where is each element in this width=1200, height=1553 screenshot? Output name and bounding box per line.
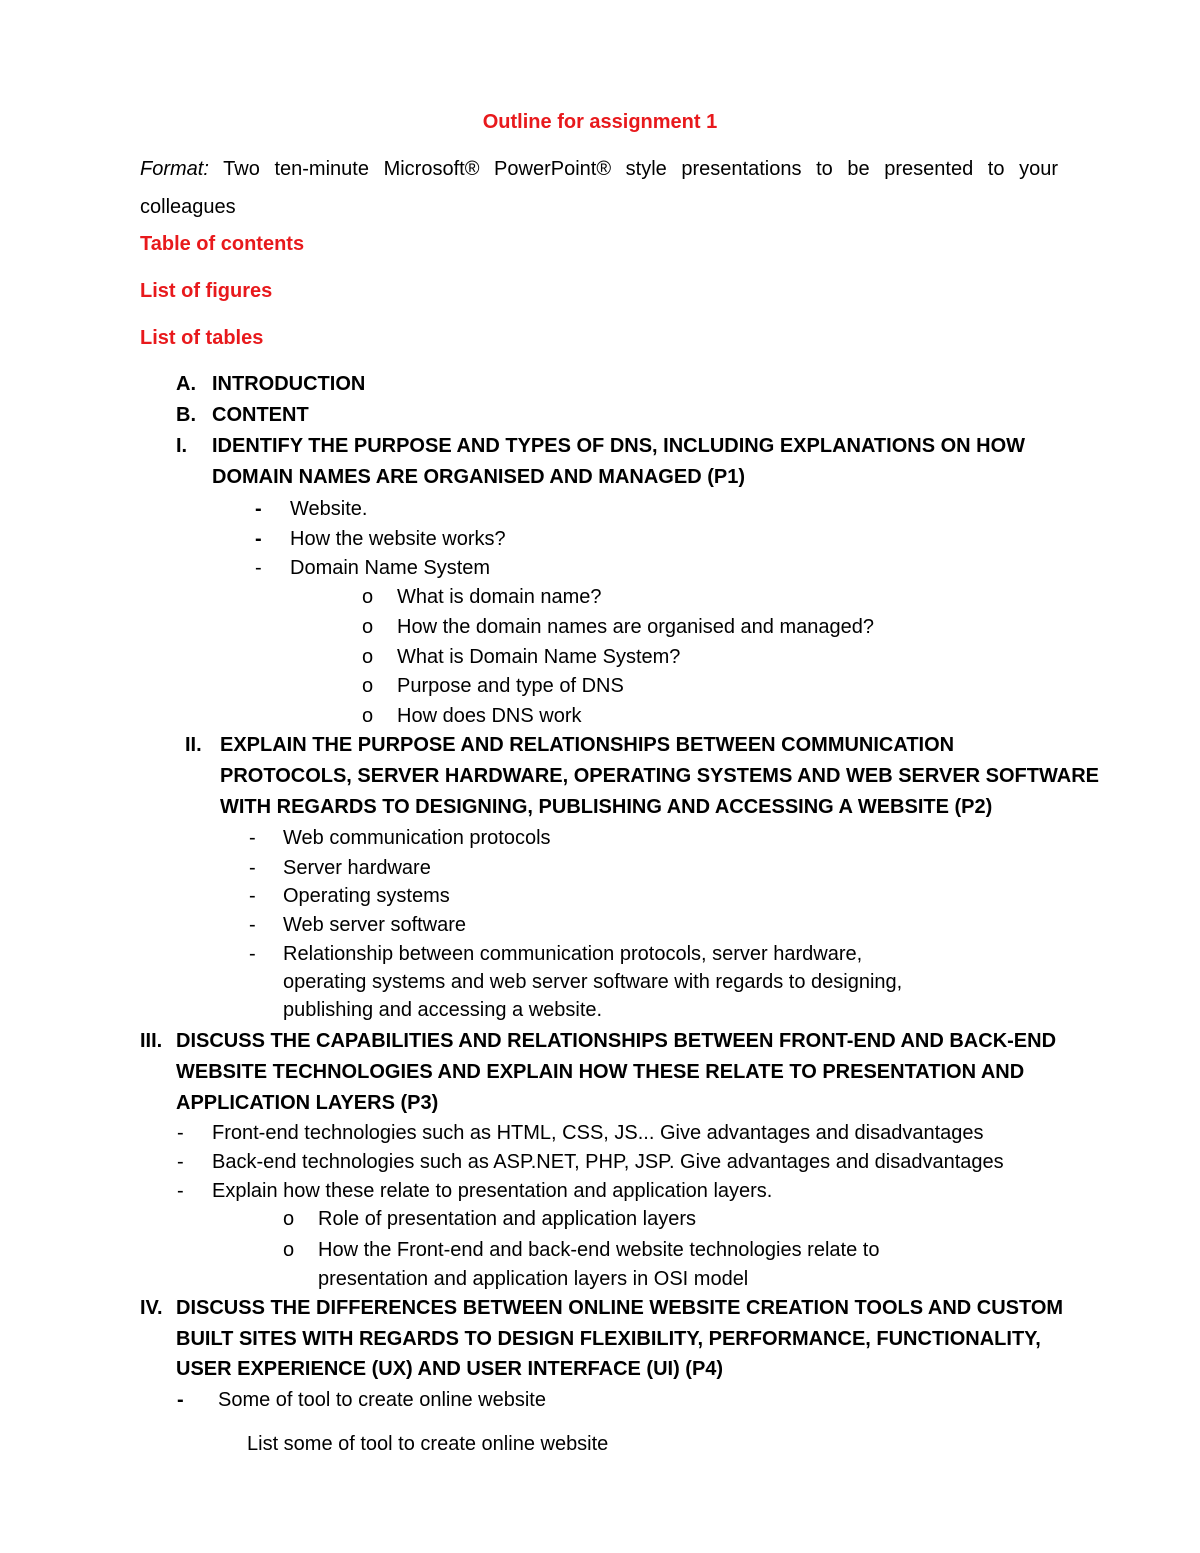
dash-bullet: - xyxy=(249,943,256,965)
dash-bullet: - xyxy=(255,557,262,579)
section-iv-heading-line1: DISCUSS THE DIFFERENCES BETWEEN ONLINE WEBSITE CREATION TOOLS AND CUSTOM xyxy=(176,1297,1064,1319)
list-of-figures-heading: List of figures xyxy=(140,280,273,302)
format-text: Two ten-minute Microsoft® PowerPoint® style presentations to be presented to your xyxy=(223,158,1059,180)
list-item: Domain Name System xyxy=(290,557,491,579)
dash-bullet: - xyxy=(249,857,256,879)
list-item: Operating systems xyxy=(283,885,450,907)
section-i-heading-line1: IDENTIFY THE PURPOSE AND TYPES OF DNS, INCLUDING EXPLANATIONS ON HOW xyxy=(212,435,1026,457)
sub-list-item: Role of presentation and application layers xyxy=(318,1208,697,1230)
sub-list-item: How the Front-end and back-end website technologies relate to xyxy=(318,1239,880,1261)
sub-list-item: How does DNS work xyxy=(397,705,582,727)
section-i-marker: I. xyxy=(176,435,188,457)
introduction-heading: INTRODUCTION xyxy=(212,373,366,395)
dash-bullet: - xyxy=(177,1151,184,1173)
list-item: Relationship between communication protocols, server hardware, xyxy=(283,943,863,965)
sub-list-item: How the domain names are organised and managed? xyxy=(397,616,874,638)
list-item-continuation: publishing and accessing a website. xyxy=(283,999,603,1021)
toc-heading: Table of contents xyxy=(140,233,305,255)
circle-bullet: o xyxy=(283,1208,295,1230)
circle-bullet: o xyxy=(362,646,374,668)
list-item: Web server software xyxy=(283,914,467,936)
section-iii-heading-line3: APPLICATION LAYERS (P3) xyxy=(176,1092,439,1114)
circle-bullet: o xyxy=(362,616,374,638)
list-item: Server hardware xyxy=(283,857,431,879)
dash-bullet: - xyxy=(177,1180,184,1202)
list-of-tables-heading: List of tables xyxy=(140,327,264,349)
section-ii-heading-line3: WITH REGARDS TO DESIGNING, PUBLISHING AND ACCESSING A WEBSITE (P2) xyxy=(220,796,993,818)
marker-b: B. xyxy=(176,404,196,426)
list-item: Web communication protocols xyxy=(283,827,551,849)
page-title: Outline for assignment 1 xyxy=(482,111,718,133)
dash-bullet: - xyxy=(177,1122,184,1144)
dash-bullet: - xyxy=(249,885,256,907)
dash-bullet: - xyxy=(249,827,256,849)
section-iii-heading-line1: DISCUSS THE CAPABILITIES AND RELATIONSHIPS BETWEEN FRONT-END AND BACK-END xyxy=(176,1030,1057,1052)
list-item: Some of tool to create online website xyxy=(218,1389,546,1411)
circle-bullet: o xyxy=(362,586,374,608)
circle-bullet: o xyxy=(283,1239,295,1261)
circle-bullet: o xyxy=(362,705,374,727)
sub-list-item: Purpose and type of DNS xyxy=(397,675,624,697)
sub-list-item: What is domain name? xyxy=(397,586,602,608)
sub-list-item-continuation: presentation and application layers in OSI model xyxy=(318,1268,749,1290)
list-item: Website. xyxy=(290,498,368,520)
format-line xyxy=(140,158,1058,181)
list-item: Explain how these relate to presentation and application layers. xyxy=(212,1180,773,1202)
dash-bullet: - xyxy=(249,914,256,936)
dash-bullet: - xyxy=(255,528,262,550)
dash-bullet: - xyxy=(177,1389,184,1411)
list-item: How the website works? xyxy=(290,528,506,550)
note-text: List some of tool to create online website xyxy=(247,1433,609,1455)
dash-bullet: - xyxy=(255,498,262,520)
format-label: Format: xyxy=(140,158,209,180)
section-iv-heading-line3: USER EXPERIENCE (UX) AND USER INTERFACE (UI) (P4) xyxy=(176,1358,724,1380)
section-ii-heading-line2: PROTOCOLS, SERVER HARDWARE, OPERATING SYSTEMS AND WEB SERVER SOFTWARE xyxy=(220,765,1099,787)
circle-bullet: o xyxy=(362,675,374,697)
list-item-continuation: operating systems and web server software with regards to designing, xyxy=(283,971,903,993)
section-ii-heading-line1: EXPLAIN THE PURPOSE AND RELATIONSHIPS BETWEEN COMMUNICATION xyxy=(220,734,955,756)
section-i-heading-line2: DOMAIN NAMES ARE ORGANISED AND MANAGED (P1) xyxy=(212,466,745,488)
format-continuation: colleagues xyxy=(140,196,236,218)
section-iv-marker: IV. xyxy=(140,1297,163,1319)
sub-list-item: What is Domain Name System? xyxy=(397,646,681,668)
marker-a: A. xyxy=(176,373,196,395)
section-iii-heading-line2: WEBSITE TECHNOLOGIES AND EXPLAIN HOW THESE RELATE TO PRESENTATION AND xyxy=(176,1061,1025,1083)
content-heading: CONTENT xyxy=(212,404,309,426)
list-item: Front-end technologies such as HTML, CSS, JS... Give advantages and disadvantages xyxy=(212,1122,984,1144)
section-ii-marker: II. xyxy=(185,734,202,756)
list-item: Back-end technologies such as ASP.NET, PHP, JSP. Give advantages and disadvantages xyxy=(212,1151,1004,1173)
section-iv-heading-line2: BUILT SITES WITH REGARDS TO DESIGN FLEXIBILITY, PERFORMANCE, FUNCTIONALITY, xyxy=(176,1328,1041,1350)
section-iii-marker: III. xyxy=(140,1030,163,1052)
